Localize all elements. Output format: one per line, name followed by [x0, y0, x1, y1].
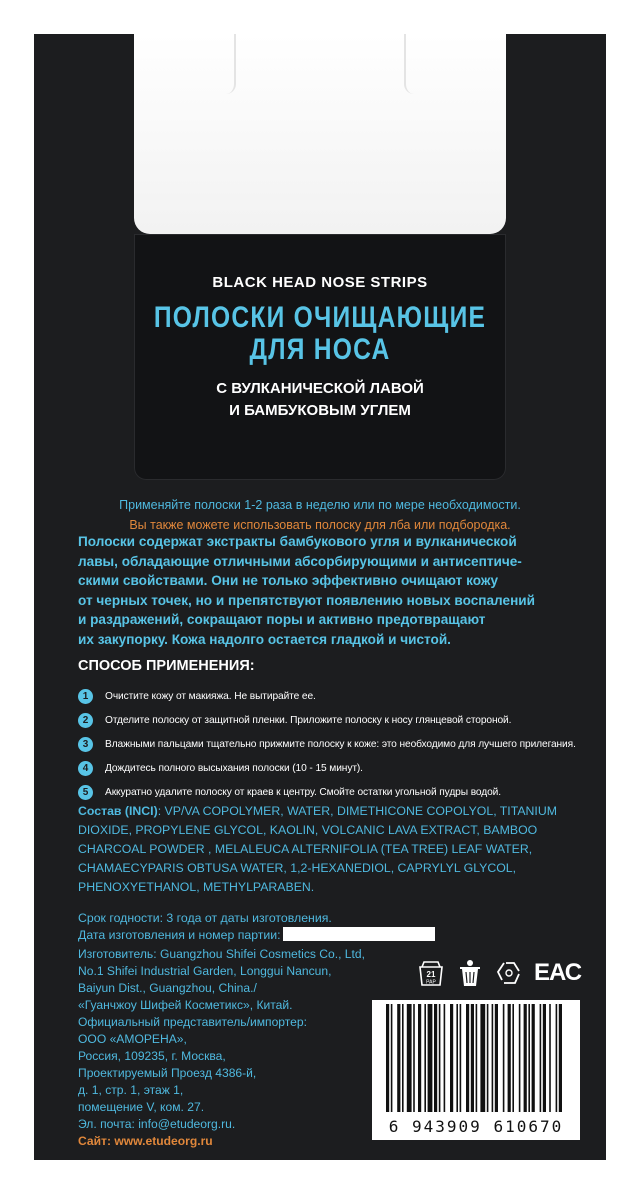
product-description	[78, 532, 578, 649]
pap-months: 21	[426, 970, 436, 979]
subtitle	[34, 378, 606, 422]
barcode-bar	[524, 1004, 527, 1112]
step-number: 1	[78, 689, 93, 704]
russian-title-line2: ДЛЯ НОСА	[249, 333, 391, 366]
english-title: BLACK HEAD NOSE STRIPS	[212, 274, 428, 291]
manufacturer-info	[78, 946, 398, 1150]
shelf-life	[78, 910, 435, 944]
barcode-bar	[519, 1004, 521, 1112]
website-link[interactable]: Сайт: www.etudeorg.ru	[78, 1134, 213, 1148]
manufacturer-line: Проектируемый Проезд 4386-й,	[78, 1066, 257, 1080]
manufacturer-line: помещение V, ком. 27.	[78, 1100, 205, 1114]
hanger-fold-left	[206, 34, 236, 94]
recycle-bin-icon	[456, 958, 484, 988]
step-number: 2	[78, 713, 93, 728]
barcode-bar	[559, 1004, 562, 1112]
barcode-bar	[444, 1004, 446, 1112]
step-text: Очистите кожу от макияжа. Не вытирайте ее.	[105, 690, 316, 702]
barcode-bar	[456, 1004, 458, 1112]
manufacturer-line: Россия, 109235, г. Москва,	[78, 1049, 226, 1063]
barcode-bar	[428, 1004, 433, 1112]
description-line: Полоски содержат экстракты бамбукового угля и вулканической	[78, 534, 517, 549]
barcode-bar	[503, 1004, 505, 1112]
barcode-bar	[532, 1004, 535, 1112]
usage-frequency: Применяйте полоски 1-2 раза в неделю или по мере необходимости.	[119, 498, 521, 512]
manufacturer-line: No.1 Shifei Industrial Garden, Longgui Nancun,	[78, 964, 332, 978]
barcode-bar	[439, 1004, 441, 1112]
manufacturer-line: Официальный представитель/импортер:	[78, 1015, 307, 1029]
russian-title	[85, 302, 554, 366]
batch-line	[78, 927, 435, 944]
step-text: Влажными пальцами тщательно прижмите полоску к коже: это необходимо для лучшего прилегания.	[105, 738, 576, 750]
pap-caption: PAP	[426, 979, 436, 986]
barcode-bar	[487, 1004, 489, 1112]
ingredients-list: : VP/VA COPOLYMER, WATER, DIMETHICONE COPOLYOL, TITANIUM DIOXIDE, PROPYLENE GLYCOL, KAOLIN, VOLCANIC LAVA EXTRACT, BAMBOO CHARCOAL POWDER , MELALEUCA ALTERNIFOLIA (TEA TREE) LEAF WATER, CHAMAECYPARIS OBTUSA WATER, 1,2-HEXANEDIOL, CAPRYLYL GLYCOL, PHENOXYETHANOL, METHYLPARABEN.	[78, 804, 557, 894]
step-item	[78, 780, 598, 804]
barcode-bar	[407, 1004, 412, 1112]
manufacturer-line: Эл. почта: info@etudeorg.ru.	[78, 1117, 236, 1131]
barcode-bar	[418, 1004, 421, 1112]
step-item	[78, 684, 598, 708]
barcode-bar	[397, 1004, 400, 1112]
manufacturer-line: «Гуанчжоу Шифей Косметикс», Китай.	[78, 998, 293, 1012]
hanger-tab	[134, 34, 506, 234]
description-line: их закупорку. Кожа надолго остается гладкой и чистой.	[78, 631, 451, 647]
barcode-bar	[460, 1004, 462, 1112]
method-heading: СПОСОБ ПРИМЕНЕНИЯ:	[78, 658, 255, 674]
step-text: Отделите полоску от защитной пленки. Приложите полоску к носу глянцевой стороной.	[105, 714, 512, 726]
barcode-bar	[556, 1004, 558, 1112]
barcode-bar	[471, 1004, 474, 1112]
subtitle-line1: С ВУЛКАНИЧЕСКОЙ ЛАВОЙ	[216, 380, 424, 397]
barcode-bar	[476, 1004, 478, 1112]
barcode-bar	[402, 1004, 404, 1112]
description-line: и раздражений, сокращают поры и активно предотвращают	[78, 612, 486, 627]
pap-jar-icon	[416, 958, 446, 988]
barcode-bar	[434, 1004, 437, 1112]
barcode	[372, 1000, 580, 1140]
manufacturer-line: д. 1, стр. 1, этаж 1,	[78, 1083, 184, 1097]
shelf-life-line: Срок годности: 3 года от даты изготовления.	[78, 911, 332, 925]
eac-mark: ЕАС	[534, 959, 582, 986]
step-number: 4	[78, 761, 93, 776]
barcode-bar	[543, 1004, 546, 1112]
subtitle-line2: И БАМБУКОВЫМ УГЛЕМ	[229, 402, 411, 419]
manufacturer-line: Изготовитель: Guangzhou Shifei Cosmetics Co., Ltd,	[78, 947, 365, 961]
barcode-bar	[540, 1004, 542, 1112]
barcode-bar	[480, 1004, 485, 1112]
ingredients-label: Состав (INCI)	[78, 804, 158, 818]
barcode-bar	[424, 1004, 426, 1112]
step-item	[78, 732, 598, 756]
barcode-bar	[466, 1004, 469, 1112]
barcode-bar	[495, 1004, 498, 1112]
manufacturer-line: ООО «АМОРЕНА»,	[78, 1032, 187, 1046]
barcode-bar	[386, 1004, 389, 1112]
barcode-bar	[528, 1004, 530, 1112]
step-number: 5	[78, 785, 93, 800]
barcode-bar	[413, 1004, 415, 1112]
description-line: лавы, обладающие отличными абсорбирующими и антисептиче-	[78, 553, 522, 569]
step-number: 3	[78, 737, 93, 752]
certification-marks	[416, 958, 581, 988]
manufacturer-line: Baiyun Dist., Guangzhou, China./	[78, 981, 257, 995]
package-back	[34, 34, 606, 1160]
barcode-bar	[450, 1004, 453, 1112]
usage-alternative: Вы также можете использовать полоску для лба или подбородка.	[129, 518, 511, 532]
barcode-bars	[372, 1004, 580, 1122]
step-text: Аккуратно удалите полоску от краев к центру. Смойте остатки угольной пудры водой.	[105, 786, 501, 798]
barcode-bar	[508, 1004, 511, 1112]
mobius-loop-icon	[494, 958, 524, 988]
step-item	[78, 708, 598, 732]
description-line: скими свойствами. Они не только эффективно очищают кожу	[78, 573, 499, 588]
barcode-bar	[549, 1004, 551, 1112]
barcode-bar	[512, 1004, 514, 1112]
method-steps	[78, 684, 598, 804]
barcode-bar	[391, 1004, 393, 1112]
batch-label: Дата изготовления и номер партии:	[78, 928, 281, 942]
russian-title-line1: ПОЛОСКИ ОЧИЩАЮЩИЕ	[153, 301, 487, 334]
batch-number-box	[283, 927, 435, 941]
ingredients	[78, 802, 580, 897]
barcode-number: 6 943909 610670	[388, 1117, 564, 1136]
step-text: Дождитесь полного высыхания полоски (10 - 15 минут).	[105, 762, 363, 774]
barcode-bar	[492, 1004, 494, 1112]
description-line: от черных точек, но и препятствуют появлению новых воспалений	[78, 592, 535, 608]
hanger-fold-right	[404, 34, 434, 94]
step-item	[78, 756, 598, 780]
